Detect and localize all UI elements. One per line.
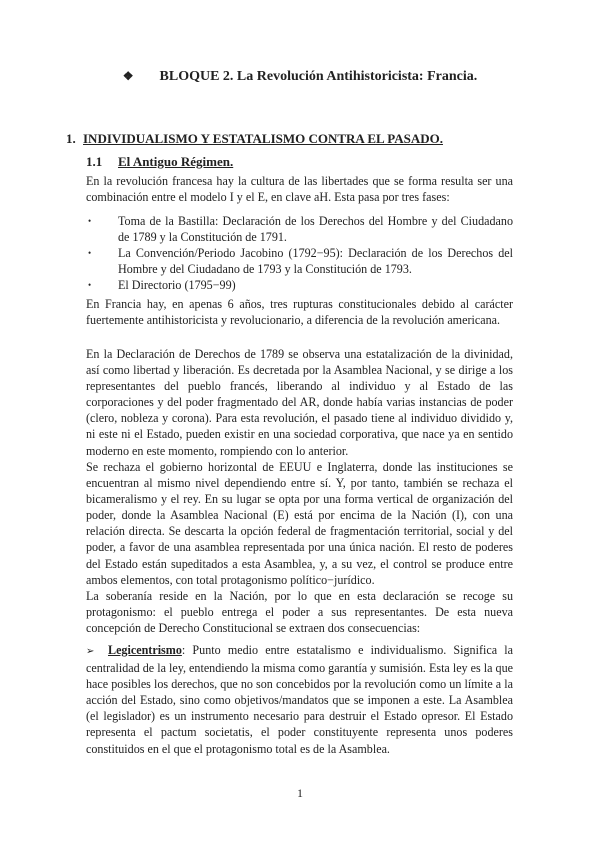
legicentrismo-text: : Punto medio entre estatalismo e individualismo. Significa la centralidad de la ley, entendiendo la misma como garantía y sumisión. Esta ley es la que hace posibles los derechos, que no son concebidos por la revolución como un límite a la acción del Estado, sino como objetivos/mandatos que se imponen a este. La Asamblea (el legislador) es un instrumento necesario para destruir el Estado opresor. El Estado representa el pactum societatis, el poder constituyente representa unos poderes constituidos en el que el protagonismo total es de la Asamblea. <box>86 643 513 756</box>
diamond-bullet-icon: ❖ <box>122 69 134 83</box>
paragraph-rupturas: En Francia hay, en apenas 6 años, tres rupturas constitucionales debido al carácter fuertemente antihistoricista y revolucionario, a diferencia de la revolución americana. <box>86 297 513 328</box>
bullet-icon: • <box>88 216 92 226</box>
page-number: 1 <box>297 786 303 800</box>
paragraph-declaracion: En la Declaración de Derechos de 1789 se observa una estatalización de la divinidad, así como libertad y liberación. Es decretada por la Asamblea Nacional, y se dirige a los representantes del pueblo francés, liberando al individuo y al Estado de las corporaciones y del poder fragmentado del AR, donde había varias instancias de poder (clero, nobleza y corona). Para esta revolución, el pasado tiene al individuo dividido y, ni este ni el Estado, pueden existir en una sociedad corporativa, que nace ya en sentido moderno en este momento, rompiendo con lo anterior. <box>86 347 513 458</box>
title-text: BLOQUE 2. La Revolución Antihistoricista: Francia. <box>159 69 478 84</box>
section-number: 1. <box>66 131 76 146</box>
arrow-bullet-icon: ➢ <box>86 646 95 657</box>
subsection-title: El Antiguo Régimen. <box>118 154 234 169</box>
subsection-heading <box>86 154 233 170</box>
subsection-number: 1.1 <box>86 154 103 169</box>
document-title <box>0 69 600 85</box>
legicentrismo-term: Legicentrismo <box>108 643 182 657</box>
section-heading <box>66 131 443 147</box>
paragraph-intro: En la revolución francesa hay la cultura de las libertades que se forma resulta ser una combinación entre el modelo I y el E, en clave aH. Esta pasa por tres fases: <box>86 174 513 205</box>
bullet-icon: • <box>88 280 92 291</box>
list-item: • El Directorio (1795−99) <box>88 278 236 293</box>
phases-list <box>86 213 513 293</box>
list-item: • La Convención/Periodo Jacobino (1792−95): Declaración de los Derechos del Hombre y del Ciudadano de 1793 y la Constitución de 1793. <box>88 246 513 277</box>
section-title: INDIVIDUALISMO Y ESTATALISMO CONTRA EL PASADO. <box>83 131 443 146</box>
paragraph-soberania: La soberanía reside en la Nación, por lo que en esta declaración se recoge su protagonismo: el pueblo entrega el poder a sus representantes. De esta nueva concepción de Derecho Constitucional se extraen dos consecuencias: <box>86 589 513 636</box>
paragraph-gobierno: Se rechaza el gobierno horizontal de EEUU e Inglaterra, donde las instituciones se encuentran al mismo nivel dependiendo entre sí. Y, por tanto, también se rechaza el bicameralismo y el rey. En su lugar se opta por una forma vertical de organización del poder, donde la Asamblea Nacional (E) está por encima de la Nación (I), con una relación directa. Se descarta la opción federal de fragmentación territorial, social y del poder, a favor de una asamblea representada por una única nación. El resto de poderes del Estado están supeditados a esta Asamblea, y, a su vez, el control se produce entre ambos elementos, con total protagonismo político−jurídico. <box>86 460 513 587</box>
legicentrismo-item <box>86 642 513 757</box>
list-item: • Toma de la Bastilla: Declaración de los Derechos del Hombre y del Ciudadano de 1789 y la Constitución de 1791. <box>88 214 513 245</box>
bullet-icon: • <box>88 248 92 259</box>
